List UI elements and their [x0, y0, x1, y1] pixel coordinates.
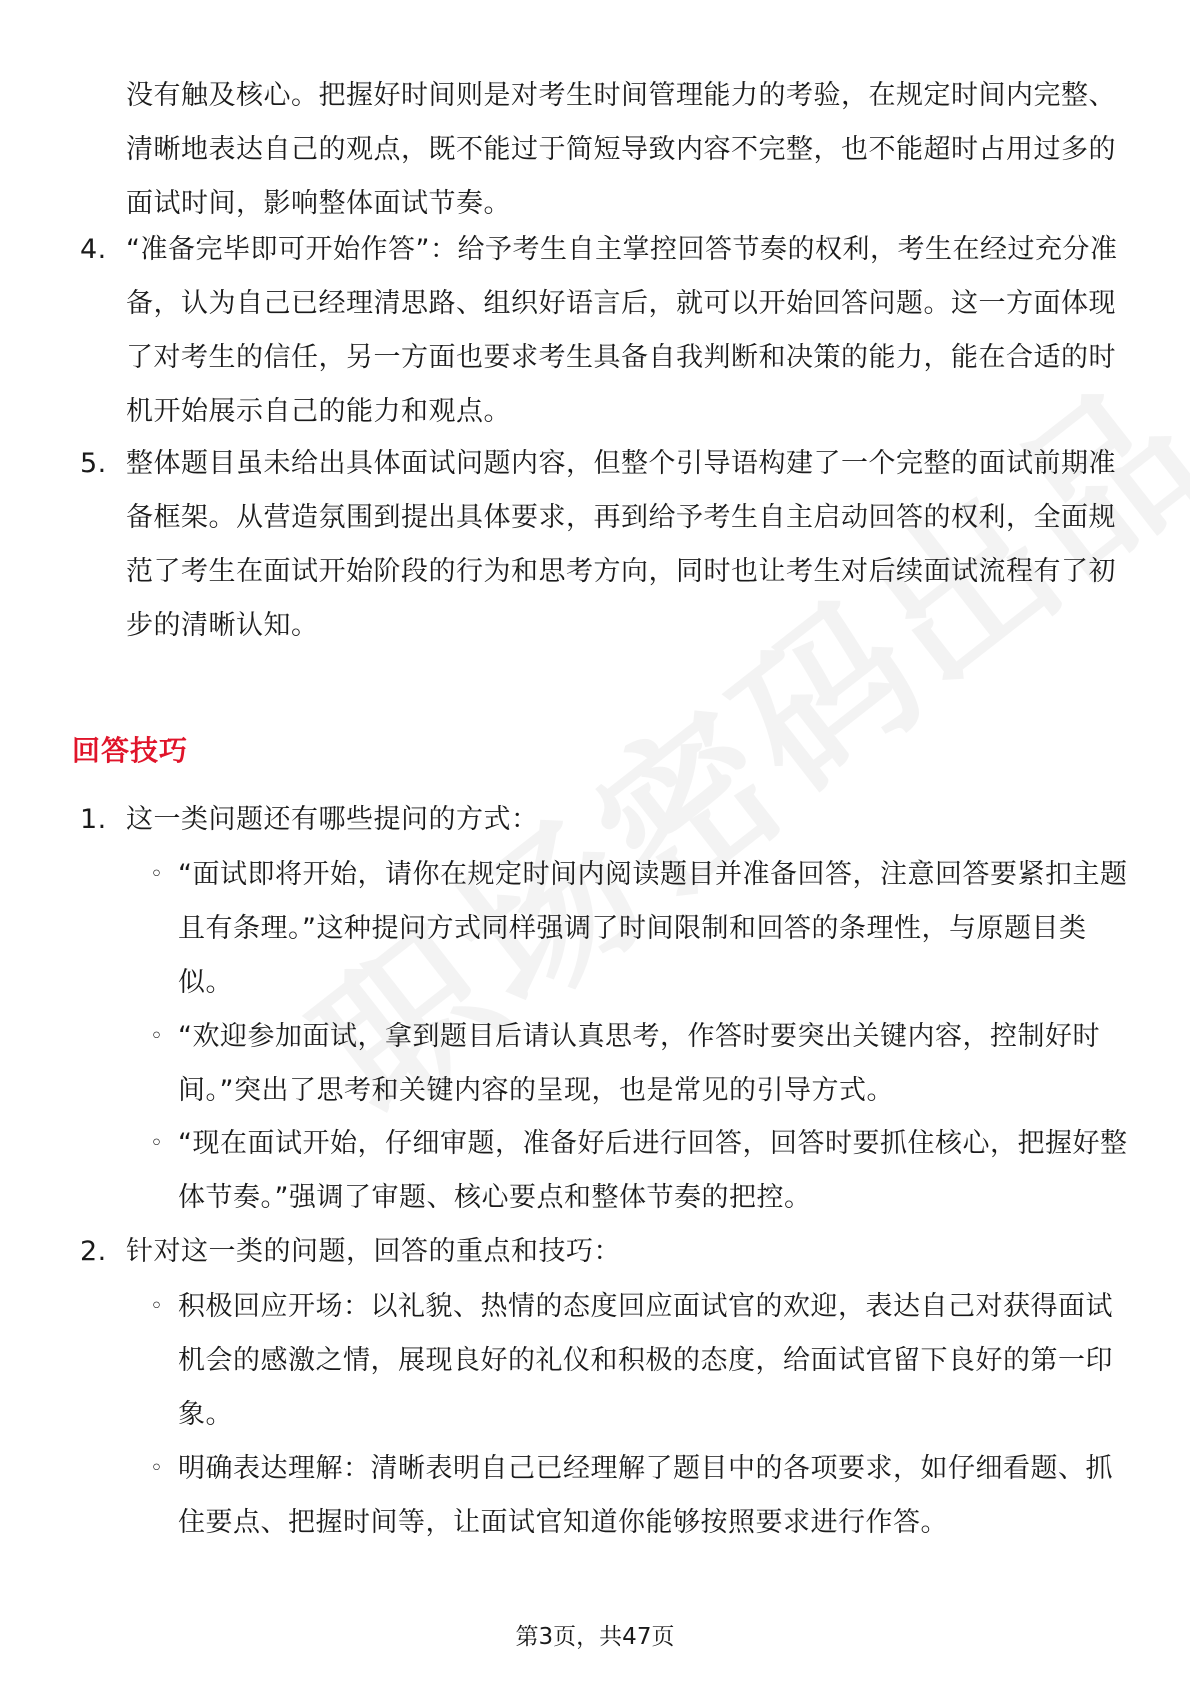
item-number: 4. — [80, 234, 107, 265]
item-text: 针对这一类的问题，回答的重点和技巧： — [126, 1236, 621, 1267]
item-number: 5. — [80, 448, 107, 479]
sub-item-text: “欢迎参加面试，拿到题目后请认真思考，作答时要突出关键内容，控制好时间。”突出了思考和关键内容的呈现，也是常见的引导方式。 — [178, 1021, 1100, 1106]
page-footer: 第3页，共47页 — [515, 1624, 675, 1650]
item-number: 1. — [80, 804, 107, 835]
sub-item-text: “面试即将开始，请你在规定时间内阅读题目并准备回答，注意回答要紧扣主题且有条理。”这种提问方式同样强调了时间限制和回答的条理性，与原题目类似。 — [178, 859, 1128, 998]
item-text: 整体题目虽未给出具体面试问题内容，但整个引导语构建了一个完整的面试前期准备框架。从营造氛围到提出具体要求，再到给予考生自主启动回答的权利，全面规范了考生在面试开始阶段的行为和思考方向，同时也让考生对后续面试流程有了初步的清晰认知。 — [126, 448, 1116, 641]
section-title: 回答技巧 — [72, 734, 189, 767]
item-text: 这一类问题还有哪些提问的方式： — [126, 804, 539, 835]
sub-item-text: 积极回应开场：以礼貌、热情的态度回应面试官的欢迎，表达自己对获得面试机会的感激之情，展现良好的礼仪和积极的态度，给面试官留下良好的第一印象。 — [178, 1291, 1113, 1430]
hollow-bullet-icon: ◦ — [150, 862, 164, 887]
item-text: “准备完毕即可开始作答”：给予考生自主掌控回答节奏的权利，考生在经过充分准备，认为自己已经理清思路、组织好语言后，就可以开始回答问题。这一方面体现了对考生的信任，另一方面也要求考生具备自我判断和决策的能力，能在合适的时机开始展示自己的能力和观点。 — [126, 234, 1118, 427]
sub-item-text: “现在面试开始，仔细审题，准备好后进行回答，回答时要抓住核心，把握好整体节奏。”强调了审题、核心要点和整体节奏的把控。 — [178, 1128, 1128, 1213]
continuation-paragraph: 没有触及核心。把握好时间则是对考生时间管理能力的考验，在规定时间内完整、清晰地表达自己的观点，既不能过于简短导致内容不完整，也不能超时占用过多的面试时间，影响整体面试节奏。 — [126, 80, 1116, 219]
hollow-bullet-icon: ◦ — [150, 1456, 164, 1481]
sub-item-text: 明确表达理解：清晰表明自己已经理解了题目中的各项要求，如仔细看题、抓住要点、把握时间等，让面试官知道你能够按照要求进行作答。 — [178, 1453, 1113, 1538]
hollow-bullet-icon: ◦ — [150, 1024, 164, 1049]
hollow-bullet-icon: ◦ — [150, 1294, 164, 1319]
item-number: 2. — [80, 1236, 107, 1267]
hollow-bullet-icon: ◦ — [150, 1131, 164, 1156]
